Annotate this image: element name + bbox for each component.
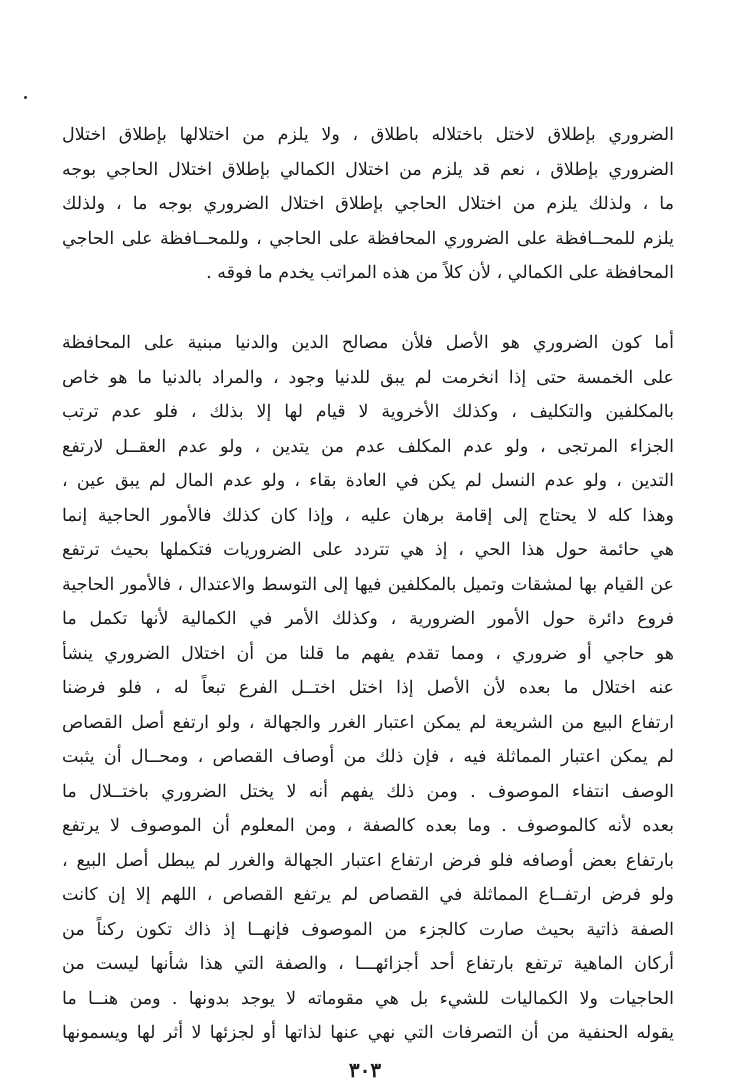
- text-line: ارتفاع البيع من الشريعة لم يمكن اعتبار الغرر والجهالة ، ولو ارتفع أصل القصاص: [62, 712, 674, 733]
- text-line: عن القيام بها لمشقات وتميل بالمكلفين فيها إلى التوسط والاعتدال ، فالأمور الحاجية: [62, 574, 674, 595]
- text-line: هي حائمة حول هذا الحي ، إذ هي تتردد على الضروريات فتكملها بحيث ترتفع: [62, 540, 674, 560]
- text-line: عنه اختلال ما بعده لأن الأصل إذا اختل اختــل الفرع تبعاً له ، فلو فرضنا: [62, 678, 674, 698]
- scan-speck: [24, 96, 27, 99]
- text-line: أركان الماهية ترتفع بارتفاع أحد أجزائهـــا ، والصفة التي هذا شأنها ليست من: [62, 954, 674, 974]
- text-line: المحافظة على الكمالي ، لأن كلاً من هذه المراتب يخدم ما فوقه .: [206, 263, 674, 283]
- text-line: بارتفاع بعض أوصافه فلو فرض ارتفاع اعتبار الجهالة والغرر لم يبطل أصل البيع ،: [62, 850, 674, 871]
- text-line: وهذا كله لا يحتاج إلى إقامة برهان عليه ، وإذا كان كذلك فالأمور الحاجية إنما: [62, 505, 674, 526]
- text-line: بعده لأنه كالموصوف . وما بعده كالصفة ، ومن المعلوم أن الموصوف لا يرتفع: [62, 816, 674, 836]
- text-line: يقوله الحنفية من أن التصرفات التي نهي عنها لذاتها أو لجزئها لا أثر لها ويسمونها: [62, 1023, 674, 1043]
- text-line: الصفة ذاتية بحيث صارت كالجزء من الموصوف فإنهــا إذ ذاك تكون ركناً من: [62, 919, 674, 940]
- text-line: فروع دائرة حول الأمور الضرورية ، وكذلك الأمر في الكمالية لأنها تكمل ما: [62, 609, 674, 629]
- text-line: يلزم للمحــافظة على الضروري المحافظة على الحاجي ، وللمحــافظة على الحاجي: [62, 228, 674, 249]
- text-line: التدين ، ولو عدم النسل لم يكن في العادة بقاء ، ولو عدم المال لم يبق عين ،: [62, 471, 674, 491]
- page-number: ٣٠٣: [348, 1058, 382, 1082]
- text-line: الحاجيات ولا الكماليات للشيء بل هي مقوماته لا يوجد بدونها . ومن هنــا ما: [62, 988, 674, 1009]
- text-line: بالمكلفين والتكليف ، وكذلك الأخروية لا قيام لها إلا بذلك ، فلو عدم ترتب: [62, 402, 674, 422]
- text-line: أما كون الضروري هو الأصل فلأن مصالح الدين والدنيا مبنية على المحافظة: [62, 333, 674, 353]
- text-line: لم يمكن اعتبار المماثلة فيه ، فإن ذلك من أوصاف القصاص ، ومحــال أن يثبت: [62, 747, 674, 767]
- text-line: الجزاء المرتجى ، ولو عدم المكلف عدم من يتدين ، ولو عدم العقــل لارتفع: [62, 436, 674, 457]
- text-line: ما ، ولذلك يلزم من اختلال الحاجي بإطلاق اختلال الضروري بوجه ما ، ولذلك: [62, 194, 674, 214]
- text-line: هو حاجي أو ضروري ، ومما تقدم يفهم ما قلنا من أن اختلال الضروري ينشأ: [62, 643, 674, 664]
- paragraph-1: [62, 118, 674, 291]
- text-line: الوصف انتفاء الموصوف . ومن ذلك يفهم أنه لا يختل الضروري باختــلال ما: [62, 781, 674, 802]
- paragraph-2: [62, 326, 674, 1051]
- text-line: ولو فرض ارتفــاع المماثلة في القصاص لم يرتفع القصاص ، اللهم إلا إن كانت: [62, 885, 674, 905]
- text-line: الضروري بإطلاق ، نعم قد يلزم من اختلال الكمالي بإطلاق اختلال الحاجي بوجه: [62, 159, 674, 180]
- text-line: الضروري بإطلاق لاختل باختلاله باطلاق ، ولا يلزم من اختلالها بإطلاق اختلال: [62, 125, 674, 145]
- text-line: على الخمسة حتى إذا انخرمت لم يبق للدنيا وجود ، والمراد بالدنيا ما هو خاص: [62, 367, 674, 388]
